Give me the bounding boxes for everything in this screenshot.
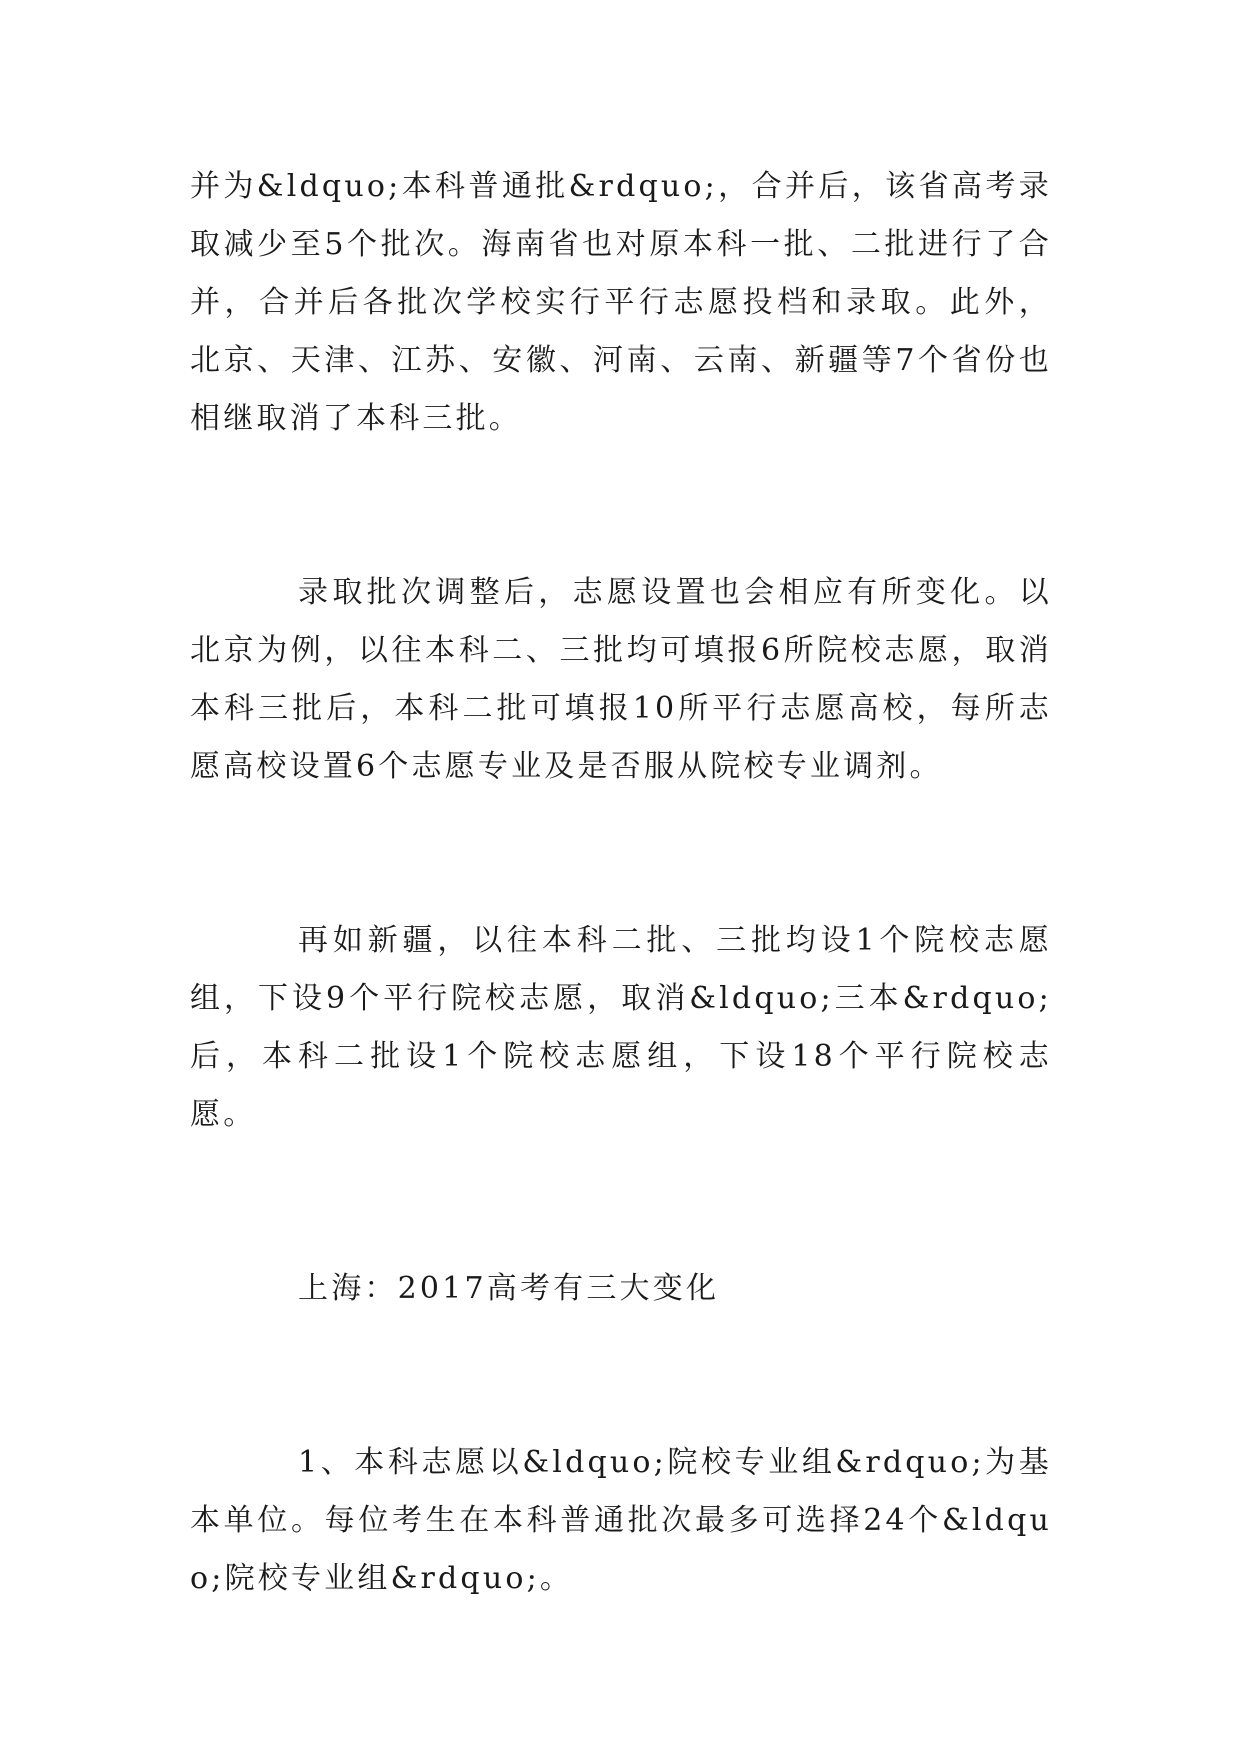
- paragraph-volunteer-settings: 录取批次调整后，志愿设置也会相应有所变化。以北京为例，以往本科二、三批均可填报6所院校志愿，取消本科三批后，本科二批可填报10所平行志愿高校，每所志愿高校设置6个志愿专业及是否服从院校专业调剂。: [190, 575, 1052, 784]
- section-heading-shanghai: 上海：2017高考有三大变化: [298, 1271, 720, 1306]
- paragraph-batch-merge: 并为&ldquo;本科普通批&rdquo;，合并后，该省高考录取减少至5个批次。海南省也对原本科一批、二批进行了合并，合并后各批次学校实行平行志愿投档和录取。此外，北京、天津、江苏、安徽、河南、云南、新疆等7个省份也相继取消了本科三批。: [190, 169, 1052, 436]
- paragraph-xinjiang-example: 再如新疆，以往本科二批、三批均设1个院校志愿组，下设9个平行院校志愿，取消&ldquo;三本&rdquo;后，本科二批设1个院校志愿组，下设18个平行院校志愿。: [190, 923, 1052, 1132]
- document-body: [190, 158, 1052, 1608]
- paragraph-shanghai-item-1: 1、本科志愿以&ldquo;院校专业组&rdquo;为基本单位。每位考生在本科普通批次最多可选择24个&ldquo;院校专业组&rdquo;。: [190, 1445, 1052, 1596]
